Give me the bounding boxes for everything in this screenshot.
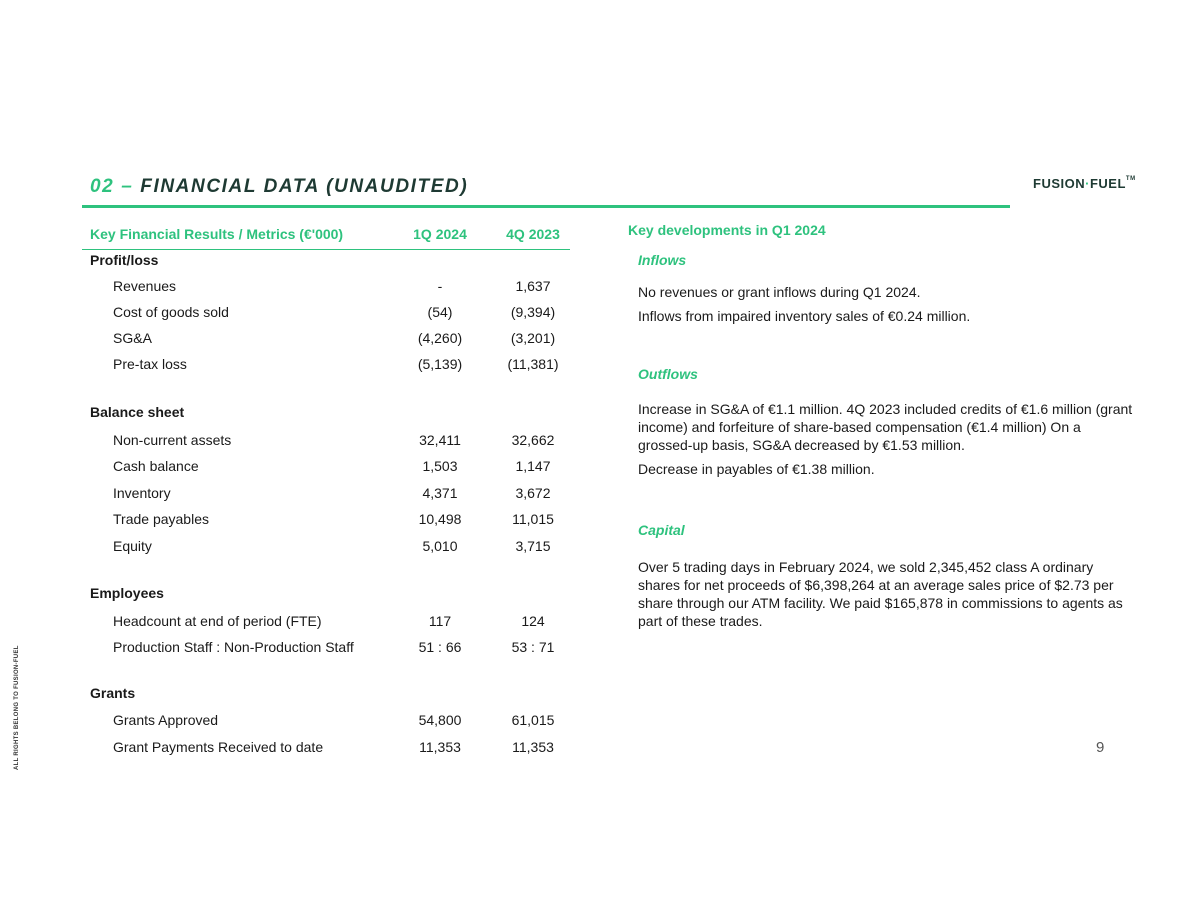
row-label: SG&A: [113, 330, 152, 346]
header-divider: [82, 205, 1010, 208]
row-label: Grant Payments Received to date: [113, 739, 324, 755]
row-value-1q2024: (5,139): [417, 356, 463, 372]
capital-paragraph: Over 5 trading days in February 2024, we sold 2,345,452 class A ordinary shares for net proceeds of $6,398,264 at an average sales price of $2.73 per share through our ATM facility. We paid $165,878 in commissions to agents as part of these trades.: [638, 559, 1123, 629]
row-label: Inventory: [113, 485, 171, 501]
page-title: [90, 176, 468, 198]
row-label: Equity: [113, 538, 152, 554]
row-label: Production Staff : Non-Production Staff: [113, 639, 354, 655]
row-value-4q2023: (11,381): [507, 356, 559, 372]
row-value-1q2024: 11,353: [419, 739, 461, 755]
row-value-4q2023: 53 : 71: [511, 639, 555, 655]
row-label: Trade payables: [113, 511, 209, 527]
row-label: Cost of goods sold: [113, 304, 229, 320]
row-value-1q2024: 4,371: [422, 485, 458, 501]
capital-heading: Capital: [638, 522, 685, 538]
fusion-fuel-logo: FUSION·FUEL™: [1033, 176, 1136, 191]
row-value-4q2023: 1,637: [515, 278, 551, 294]
row-value-4q2023: (9,394): [510, 304, 556, 320]
outflows-paragraph-1: Increase in SG&A of €1.1 million. 4Q 2023 included credits of €1.6 million (grant income) and forfeiture of share-based compensation (€1.4 million) On a grossed-up basis, SG&A decreased by €1.53 million.: [638, 401, 1133, 453]
row-value-1q2024: 54,800: [418, 712, 462, 728]
section-employees: Employees: [90, 585, 164, 601]
outflows-heading: Outflows: [638, 366, 698, 382]
row-label: Headcount at end of period (FTE): [113, 613, 322, 629]
row-value-4q2023: 11,015: [512, 511, 554, 527]
row-value-1q2024: 10,498: [418, 511, 462, 527]
key-developments-title: Key developments in Q1 2024: [628, 222, 826, 238]
row-label: Cash balance: [113, 458, 199, 474]
table-header-col2: 4Q 2023: [506, 226, 560, 242]
row-label: Pre-tax loss: [113, 356, 187, 372]
table-header-label: Key Financial Results / Metrics (€'000): [90, 226, 344, 242]
row-value-4q2023: (3,201): [510, 330, 556, 346]
section-grants: Grants: [90, 685, 136, 701]
row-value-1q2024: 51 : 66: [418, 639, 462, 655]
table-header-col1: 1Q 2024: [413, 226, 467, 242]
row-value-4q2023: 3,672: [515, 485, 551, 501]
row-value-4q2023: 32,662: [511, 432, 555, 448]
table-header-divider: [82, 249, 570, 250]
row-value-4q2023: 3,715: [515, 538, 551, 554]
row-label: Revenues: [113, 278, 177, 294]
page-number: 9: [1096, 739, 1105, 756]
row-label: Non-current assets: [113, 432, 232, 448]
row-value-1q2024: 5,010: [422, 538, 458, 554]
row-value-1q2024: 1,503: [422, 458, 458, 474]
row-label: Grants Approved: [113, 712, 219, 728]
section-profit-loss: Profit/loss: [90, 252, 159, 268]
row-value-1q2024: 32,411: [419, 432, 461, 448]
section-number: 02 –: [90, 176, 134, 197]
rights-notice: ALL RIGHTS BELONG TO FUSION-FUEL: [14, 645, 20, 770]
row-value-1q2024: -: [437, 278, 443, 294]
row-value-4q2023: 11,353: [512, 739, 554, 755]
inflows-paragraph-2: Inflows from impaired inventory sales of €0.24 million.: [638, 308, 971, 324]
section-title: FINANCIAL DATA (UNAUDITED): [140, 176, 469, 197]
outflows-paragraph-2: Decrease in payables of €1.38 million.: [638, 461, 875, 477]
row-value-4q2023: 124: [521, 613, 545, 629]
inflows-paragraph-1: No revenues or grant inflows during Q1 2024.: [638, 284, 921, 300]
row-value-1q2024: (4,260): [417, 330, 463, 346]
row-value-4q2023: 1,147: [515, 458, 551, 474]
row-value-1q2024: (54): [427, 304, 453, 320]
row-value-1q2024: 117: [428, 613, 452, 629]
section-balance-sheet: Balance sheet: [90, 404, 185, 420]
row-value-4q2023: 61,015: [511, 712, 555, 728]
inflows-heading: Inflows: [638, 252, 687, 268]
